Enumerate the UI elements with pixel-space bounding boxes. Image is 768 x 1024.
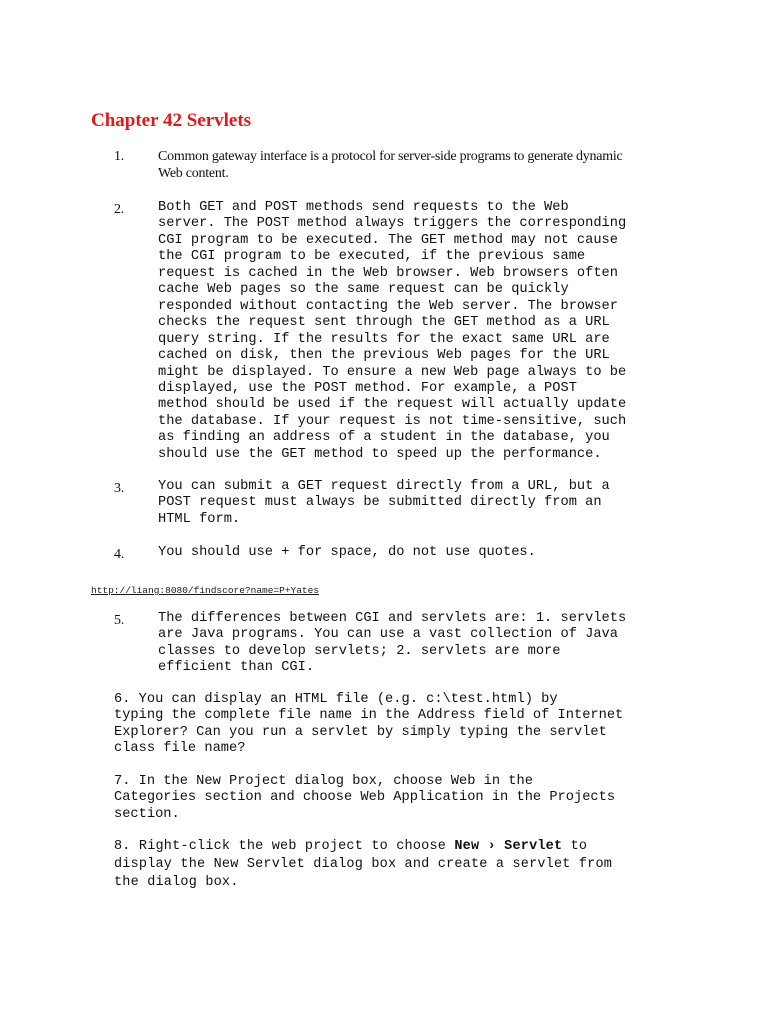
list-item-6: 6. You can display an HTML file (e.g. c:\test.html) by typing the complete file name in the Address field of Internet Explorer? Can you run a servlet by simply typing the servlet class file name? [114, 692, 624, 757]
item-text: Both GET and POST methods send requests to the Web server. The POST method always triggers the corresponding CGI program to be executed. The GET method may not cause the CGI program to be executed, if the previous same request is cached in the Web browser. Web browsers often cache Web pages so the same request can be quickly responded without contacting the Web server. The browser checks the request sent through the GET method as a URL query string. If the results for the exact same URL are cached on disk, then the previous Web pages for the URL might be displayed. To ensure a new Web page always to be displayed, use the POST method. For example, a POST method should be used if the request will actually update the database. If your request is not time-sensitive, such as finding an address of a student in the database, you should use the GET method to speed up the performance. [158, 200, 627, 462]
menu-path: New › Servlet [454, 839, 563, 854]
item-number: 1. [114, 149, 124, 164]
list-item-7: 7. In the New Project dialog box, choose Web in the Categories section and choose Web Application in the Projects section. [114, 774, 616, 822]
item-number: 4. [114, 547, 124, 562]
item-number: 3. [114, 481, 124, 496]
item-text: You should use + for space, do not use quotes. [158, 545, 536, 560]
item-text: The differences between CGI and servlets are: 1. servlets are Java programs. You can use a vast collection of Java classes to develop servlets; 2. servlets are more efficient than CGI. [158, 611, 627, 676]
chapter-title: Chapter 42 Servlets [91, 110, 252, 131]
item-8-suffix: to display the New Servlet dialog box and create a servlet from the dialog box. [114, 839, 613, 890]
list-item-8 [114, 838, 704, 892]
item-text: Common gateway interface is a protocol for server-side programs to generate dynamic Web content. [158, 149, 623, 181]
item-text: You can submit a GET request directly from a URL, but a POST request must always be submitted directly from an HTML form. [158, 479, 610, 527]
item-number: 2. [114, 202, 124, 217]
item-number: 5. [114, 613, 124, 628]
findscore-link[interactable]: http://liang:8080/findscore?name=P+Yates [91, 585, 320, 596]
item-8-prefix: 8. Right-click the web project to choose [114, 839, 455, 854]
